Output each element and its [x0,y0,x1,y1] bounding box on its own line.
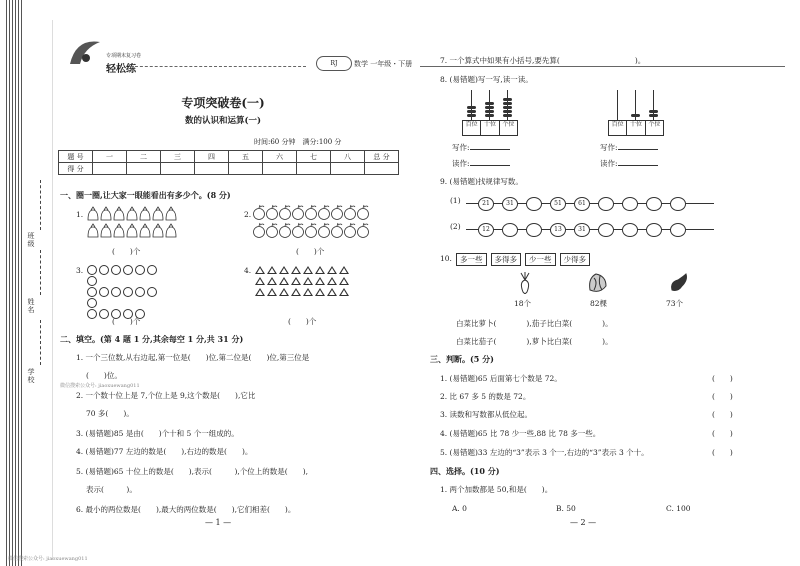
chain-bead[interactable] [598,197,614,211]
exam-meta: 时间:60 分钟 满分:100 分 [254,138,342,146]
word-choice[interactable]: 多得多 [491,253,522,266]
score-cell: 七 [297,151,331,163]
r-q9: 9. (易错题)找规律写数。 [440,177,523,186]
chain-bead[interactable]: 13 [550,223,566,237]
s2-q5-line2[interactable]: 表示( )。 [86,485,137,494]
word-choices [456,253,594,266]
name-label: 姓名 [27,298,35,314]
chain-1-label: (1) [450,196,461,205]
score-cell: 题 号 [59,151,93,163]
score-cell: 总 分 [365,151,399,163]
s2-q4[interactable]: 4. (易错题)77 左边的数是( ),右边的数是( )。 [76,447,253,456]
word-choice[interactable]: 多一些 [456,253,487,266]
chain-bead[interactable] [526,197,542,211]
eggplant-icon [668,272,690,294]
judge-1: 1. (易错题)65 后面第七个数是 72。 [440,374,562,383]
r-q7[interactable]: 7. 一个算式中如果有小括号,要先算( )。 [440,56,646,65]
radish-count: 18个 [514,299,532,308]
score-cell: 得 分 [59,163,93,175]
score-input-cell[interactable] [263,163,297,175]
judge-1-answer[interactable]: ( ) [712,374,733,383]
binding-strip [0,0,52,566]
section-3-heading: 三、判断。(5 分) [430,354,494,364]
chain-bead[interactable] [622,197,638,211]
chain-bead[interactable] [670,197,686,211]
page-title: 专项突破卷(一) [181,96,265,110]
judge-2-answer[interactable]: ( ) [712,392,733,401]
word-choice[interactable]: 少一些 [525,253,556,266]
judge-4-answer[interactable]: ( ) [712,429,733,438]
write-field-2[interactable]: 写作: [600,142,658,153]
compare-line-2[interactable]: 白菜比茄子( ),萝卜比白菜( )。 [456,337,613,346]
chain-bead[interactable]: 12 [478,223,494,237]
score-cell: 四 [195,151,229,163]
chain-bead[interactable]: 31 [574,223,590,237]
score-input-cell[interactable] [331,163,365,175]
section-4-heading: 四、选择。(10 分) [430,466,500,476]
s2-q6[interactable]: 6. 最小的两位数是( ),最大的两位数是( ),它们相差( )。 [76,505,296,514]
chain-bead[interactable]: 61 [574,197,590,211]
s1-q1-num: 1. [76,210,84,219]
edition-badge: RJ [316,56,352,71]
score-input-cell[interactable] [127,163,161,175]
class-label: 班级 [27,232,35,248]
score-input-cell[interactable] [229,163,263,175]
s1-q4-answer[interactable]: ( )个 [288,317,317,326]
judge-4: 4. (易错题)65 比 78 少一些,88 比 78 多一些。 [440,429,601,438]
s1-q4-triangles[interactable] [254,266,350,299]
section-1-heading: 一、圈一圈,让大家一眼能看出有多少个。(8 分) [60,190,231,200]
subject-label: 数学 一年级・下册 [354,60,413,68]
watermark-text-bottom: 微信搜索公众号: jiaoxuewang011 [8,556,88,562]
abacus-place-label: 个位 [648,121,661,128]
logo-subtitle: 专项期末复习卷 [106,53,142,59]
score-cell: 六 [263,151,297,163]
judge-3-answer[interactable]: ( ) [712,410,733,419]
s1-q4-num: 4. [244,266,252,275]
score-value-row [59,163,399,175]
s1-q3-answer[interactable]: ( )个 [112,317,141,326]
score-table [58,150,399,175]
abacus-place-label: 个位 [502,121,515,128]
judge-3: 3. 读数和写数都从低位起。 [440,410,533,419]
logo-swoosh-icon [66,34,106,70]
chain-bead[interactable]: 21 [478,197,494,211]
word-choice[interactable]: 少得多 [560,253,591,266]
chain-bead[interactable] [670,223,686,237]
cabbage-icon [586,272,610,294]
r-q10: 10. [440,254,452,263]
chain-bead[interactable] [598,223,614,237]
chain-bead[interactable] [646,197,662,211]
score-cell: 五 [229,151,263,163]
option-c[interactable]: C. 100 [666,504,691,513]
abacus-place-label: 百位 [463,121,481,135]
logo-title: 轻松练 [106,64,136,75]
s1-q2-figures[interactable] [252,204,372,242]
score-cell: 一 [93,151,127,163]
school-label: 学校 [27,368,35,384]
score-header-row [59,151,399,163]
chain-2-label: (2) [450,222,461,231]
chain-bead[interactable] [646,223,662,237]
s1-q1-figures[interactable] [86,206,182,240]
option-a[interactable]: A. 0 [452,504,467,513]
score-input-cell[interactable] [365,163,399,175]
s2-q2-line2[interactable]: 70 多( )。 [86,409,134,418]
watermark-text: 微信搜索公众号: jiaoxuewang011 [60,383,140,389]
radish-icon [515,272,535,294]
section-2-heading: 二、填空。(第 4 题 1 分,其余每空 1 分,共 31 分) [60,334,244,344]
judge-5-answer[interactable]: ( ) [712,448,733,457]
abacus-place-label: 十位 [627,121,645,135]
choice-1: 1. 两个加数都是 50,和是( )。 [440,485,553,494]
read-field-2[interactable]: 读作: [600,158,658,169]
abacus-2 [608,90,664,136]
page-number-left: — 1 — [205,518,232,527]
chain-bead[interactable] [622,223,638,237]
abacus-place-label: 百位 [609,121,627,135]
chain-bead[interactable] [502,223,518,237]
s1-q2-num: 2. [244,210,252,219]
abacus-1 [462,90,518,136]
s2-q2-line1[interactable]: 2. 一个数十位上是 7,个位上是 9,这个数是( ),它比 [76,391,256,400]
score-input-cell[interactable] [161,163,195,175]
s1-q1-answer[interactable]: ( )个 [112,247,141,256]
read-field-1[interactable]: 读作: [452,158,510,169]
s1-q2-answer[interactable]: ( )个 [296,247,325,256]
score-input-cell[interactable] [297,163,331,175]
score-cell: 二 [127,151,161,163]
s1-q3-circles[interactable] [86,264,166,319]
s2-q1-line2[interactable]: ( )位。 [86,371,122,380]
option-b[interactable]: B. 50 [556,504,576,513]
judge-2: 2. 比 67 多 5 的数是 72。 [440,392,531,401]
cabbage-count: 82棵 [590,299,608,308]
score-input-cell[interactable] [93,163,127,175]
chain-bead[interactable] [526,223,542,237]
s2-q3[interactable]: 3. (易错题)85 是由( )个十和 5 个一组成的。 [76,429,239,438]
eggplant-count: 73个 [666,299,684,308]
write-field-1[interactable]: 写作: [452,142,510,153]
s2-q5-line1[interactable]: 5. (易错题)65 十位上的数是( ),表示( ),个位上的数是( ), [76,467,309,476]
s2-q1-line1[interactable]: 1. 一个三位数,从右边起,第一位是( )位,第二位是( )位,第三位是 [76,353,310,362]
abacus-place-label: 十位 [481,121,499,135]
compare-line-1[interactable]: 白菜比萝卜( ),茄子比白菜( )。 [456,319,613,328]
r-q8: 8. (易错题)写一写,读一读。 [440,75,533,84]
s1-q3-num: 3. [76,266,84,275]
page-subtitle: 数的认识和运算(一) [184,116,262,126]
judge-5: 5. (易错题)33 左边的“3”表示 3 个一,右边的“3”表示 3 个十。 [440,448,649,457]
score-input-cell[interactable] [195,163,229,175]
score-cell: 八 [331,151,365,163]
chain-bead[interactable]: 51 [550,197,566,211]
score-cell: 三 [161,151,195,163]
chain-bead[interactable]: 31 [502,197,518,211]
page-number-right: — 2 — [570,518,597,527]
